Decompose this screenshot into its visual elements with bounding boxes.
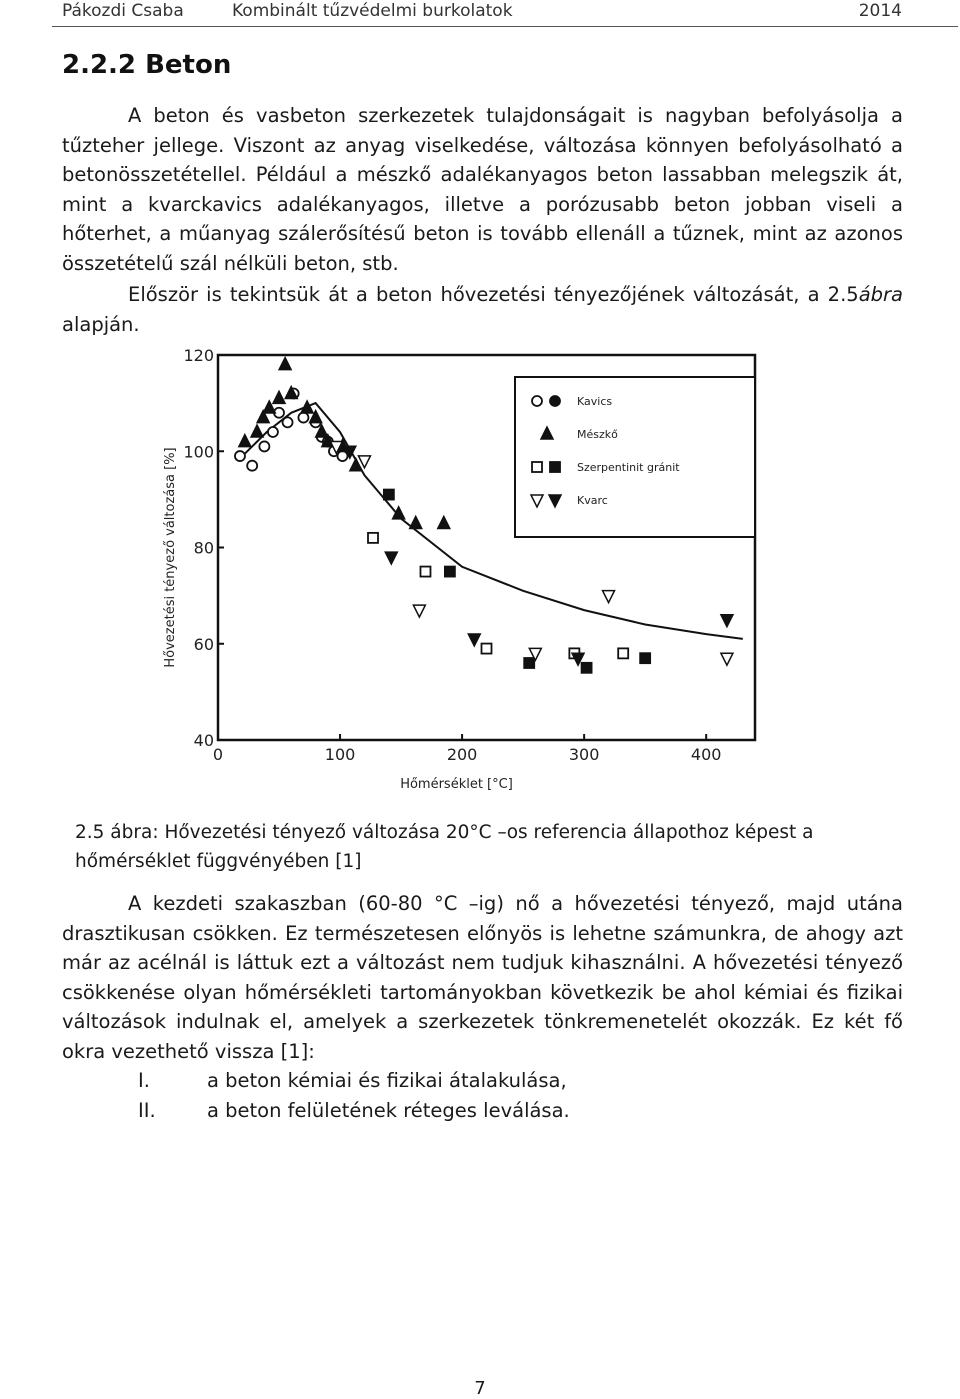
page-number: 7: [474, 1378, 486, 1399]
y-tick-label: 120: [183, 346, 214, 365]
data-point: [468, 634, 480, 646]
x-tick-label: 400: [690, 745, 722, 764]
list-item-text: a beton kémiai és fizikai átalakulása,: [207, 1069, 567, 1092]
data-point: [247, 461, 257, 471]
x-axis-label: Hőmérséklet [°C]: [400, 777, 513, 792]
data-point: [640, 653, 650, 663]
legend-marker: [532, 396, 542, 406]
data-point: [279, 358, 291, 370]
y-tick-label: 100: [183, 442, 214, 462]
data-point: [393, 507, 405, 519]
header-year: 2014: [858, 1, 902, 21]
chart-svg: [150, 342, 810, 812]
data-point: [410, 516, 422, 528]
data-point: [524, 658, 534, 668]
data-point: [438, 516, 450, 528]
data-point: [413, 605, 425, 617]
x-tick-label: 100: [324, 745, 356, 764]
data-point: [618, 648, 628, 658]
data-point: [268, 427, 278, 437]
data-point: [239, 435, 251, 447]
list-item-number: I.: [138, 1069, 150, 1092]
x-tick-label: 0: [212, 745, 224, 764]
legend-label: Szerpentinit gránit: [577, 461, 680, 474]
data-point: [235, 451, 245, 461]
x-tick-label: 200: [446, 745, 478, 764]
figure-caption: 2.5 ábra: Hővezetési tényező változása 20°C –os referencia állapothoz képest a hőmérséklet függvényében [1]: [75, 822, 814, 872]
legend-label: Kavics: [577, 395, 613, 408]
data-point: [603, 591, 615, 603]
header-author: Pákozdi Csaba: [62, 1, 184, 21]
paragraph-intro: A beton és vasbeton szerkezetek tulajdonságait is nagyban befolyásolja a tűzteher jellege. Viszont az anyag viselkedése, változása könnyen befolyásolható a betonösszetétellel. Például a mészkő adalékanyagos beton lassabban melegszik át, mint a kvarckavics adalékanyagos, illetve a porózusabb beton jobban viseli a hőterhet, a műanyag szálerősítésű beton is tovább ellenáll a tűznek, mint az azonos összetételű szál nélküli beton, stb.: [62, 104, 903, 275]
y-tick-label: 60: [193, 634, 214, 654]
list-item-text: a beton felületének réteges leválása.: [207, 1098, 570, 1122]
data-point: [283, 417, 293, 427]
data-point: [368, 533, 378, 543]
x-tick-label: 300: [568, 745, 600, 764]
list-item-number: II.: [138, 1098, 156, 1122]
figure-word: ábra: [858, 283, 903, 306]
paragraph-figure-reference: [62, 280, 903, 339]
page-header: [62, 0, 902, 26]
data-point: [337, 451, 347, 461]
figure-2-5-chart: [150, 342, 810, 812]
section-heading: 2.2.2 Beton: [62, 50, 232, 80]
legend-marker: [550, 462, 560, 472]
data-point: [298, 413, 308, 423]
data-point: [445, 567, 455, 577]
y-axis-label: Hővezetési tényező változása [%]: [163, 447, 178, 668]
data-point: [482, 644, 492, 654]
data-point: [721, 615, 733, 627]
data-point: [385, 552, 397, 564]
y-tick-label: 40: [193, 731, 214, 750]
data-point: [301, 401, 313, 413]
data-point: [273, 391, 285, 403]
header-divider: [52, 26, 958, 27]
data-point: [420, 567, 430, 577]
paragraph-figure-reference-text: Először is tekintsük át a beton hővezetési tényezőjének változását, a 2.5: [128, 283, 859, 306]
paragraph-explanation: A kezdeti szakaszban (60-80 °C –ig) nő a hővezetési tényező, majd utána drasztikusan csökken. Ez természetesen előnyös is lehetne számunkra, de ahogy azt már az acélnál is láttuk ezt a változást nem tudjuk kihasználni. A hővezetési tényező csökkenése olyan hőmérsékleti tartományokban következik be ahol kémiai és fizikai változások indulnak el, amelyek a szerkezetek tönkremenetelét okozzák. Ez két fő okra vezethető vissza [1]:: [62, 892, 903, 1063]
legend-marker: [550, 396, 560, 406]
legend-label: Kvarc: [577, 494, 608, 507]
data-point: [384, 490, 394, 500]
y-tick-label: 80: [193, 538, 214, 558]
data-point: [259, 441, 269, 451]
legend-label: Mészkő: [577, 428, 618, 441]
legend-marker: [532, 462, 542, 472]
data-point: [251, 425, 263, 437]
paragraph-figure-reference-end: alapján.: [62, 312, 140, 336]
header-document-title: Kombinált tűzvédelmi burkolatok: [232, 1, 513, 21]
data-point: [582, 663, 592, 673]
data-point: [721, 653, 733, 665]
